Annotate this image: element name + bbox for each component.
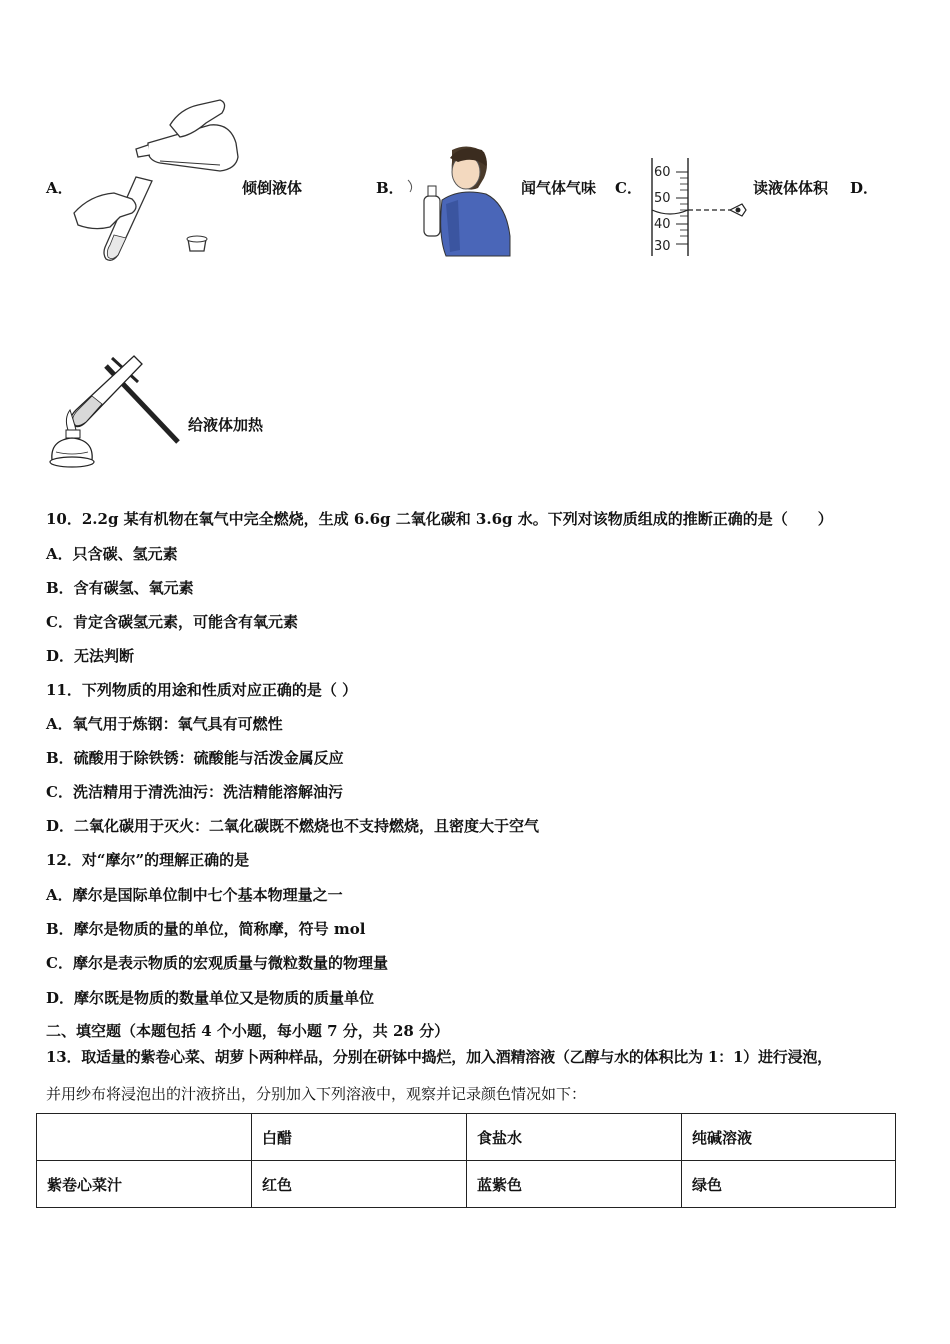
- q10-option-b: B．含有碳氢、氧元素: [46, 579, 194, 597]
- q13-line2: 并用纱布将浸泡出的汁液挤出，分别加入下列溶液中，观察并记录颜色情况如下：: [46, 1085, 587, 1103]
- q12-option-d: D．摩尔既是物质的数量单位又是物质的质量单位: [46, 989, 375, 1007]
- q11-stem: 11．下列物质的用途和性质对应正确的是（ ）: [46, 681, 358, 699]
- table-cell: 绿色: [682, 1161, 896, 1208]
- option-b-letter: B．: [376, 179, 404, 197]
- heating-liquid-figure: [46, 352, 186, 474]
- table-cell: 紫卷心菜汁: [37, 1161, 252, 1208]
- table-row: [37, 1161, 896, 1208]
- q11-option-d: D．二氧化碳用于灭火：二氧化碳既不燃烧也不支持燃烧，且密度大于空气: [46, 817, 540, 835]
- bottle-stopper-icon: [187, 236, 207, 251]
- test-tube-holder-icon: [106, 358, 178, 442]
- q12-stem: 12．对“摩尔”的理解正确的是: [46, 851, 250, 869]
- tick-60-label: 60: [654, 165, 671, 180]
- fan-hand-icon: [408, 180, 412, 192]
- table-cell: 红色: [252, 1161, 467, 1208]
- q12-option-b: B．摩尔是物质的量的单位，简称摩，符号 mol: [46, 920, 366, 938]
- tick-30-label: 30: [654, 239, 671, 254]
- person-icon: [441, 146, 510, 256]
- table-header-row: [37, 1114, 896, 1161]
- option-a-letter: A．: [46, 179, 73, 197]
- q13-line1: 13．取适量的紫卷心菜、胡萝卜两种样品，分别在研钵中捣烂，加入酒精溶液（乙醇与水的体积比为 1：1）进行浸泡，: [46, 1048, 832, 1066]
- q11-option-b: B．硫酸用于除铁锈：硫酸能与活泼金属反应: [46, 749, 344, 767]
- option-d-letter: D．: [850, 179, 879, 197]
- gas-bottle-icon: [424, 186, 440, 236]
- option-d-caption: 给液体加热: [188, 416, 264, 434]
- option-a-caption: 倾倒液体: [242, 179, 303, 197]
- q12-option-a: A．摩尔是国际单位制中七个基本物理量之一: [46, 886, 343, 904]
- table-header-cell: 食盐水: [467, 1114, 682, 1161]
- q10-option-a: A．只含碳、氢元素: [46, 545, 178, 563]
- table-header-cell: 白醋: [252, 1114, 467, 1161]
- smelling-gas-figure: [398, 140, 518, 262]
- q11-option-a: A．氧气用于炼钢：氧气具有可燃性: [46, 715, 283, 733]
- tick-50-label: 50: [654, 191, 671, 206]
- table-header-cell: [37, 1114, 252, 1161]
- section2-heading: 二、填空题（本题包括 4 个小题，每小题 7 分，共 28 分）: [46, 1022, 450, 1040]
- option-b-caption: 闻气体气味: [521, 179, 597, 197]
- color-results-table: [36, 1113, 896, 1208]
- reading-volume-figure: [648, 158, 748, 258]
- q11-option-c: C．洗洁精用于清洗油污：洗洁精能溶解油污: [46, 783, 343, 801]
- eye-icon: [730, 204, 746, 216]
- pouring-liquid-figure: [70, 95, 240, 265]
- table-header-cell: 纯碱溶液: [682, 1114, 896, 1161]
- q10-stem: 10．2.2g 某有机物在氧气中完全燃烧，生成 6.6g 二氧化碳和 3.6g 水。下列对该物质组成的推断正确的是（ ）: [46, 510, 833, 528]
- tick-40-label: 40: [654, 217, 671, 232]
- option-c-letter: C．: [615, 179, 642, 197]
- table-cell: 蓝紫色: [467, 1161, 682, 1208]
- q12-option-c: C．摩尔是表示物质的宏观质量与微粒数量的物理量: [46, 954, 388, 972]
- q10-option-c: C．肯定含碳氢元素，可能含有氧元素: [46, 613, 298, 631]
- option-c-caption: 读液体体积: [753, 179, 829, 197]
- q10-option-d: D．无法判断: [46, 647, 135, 665]
